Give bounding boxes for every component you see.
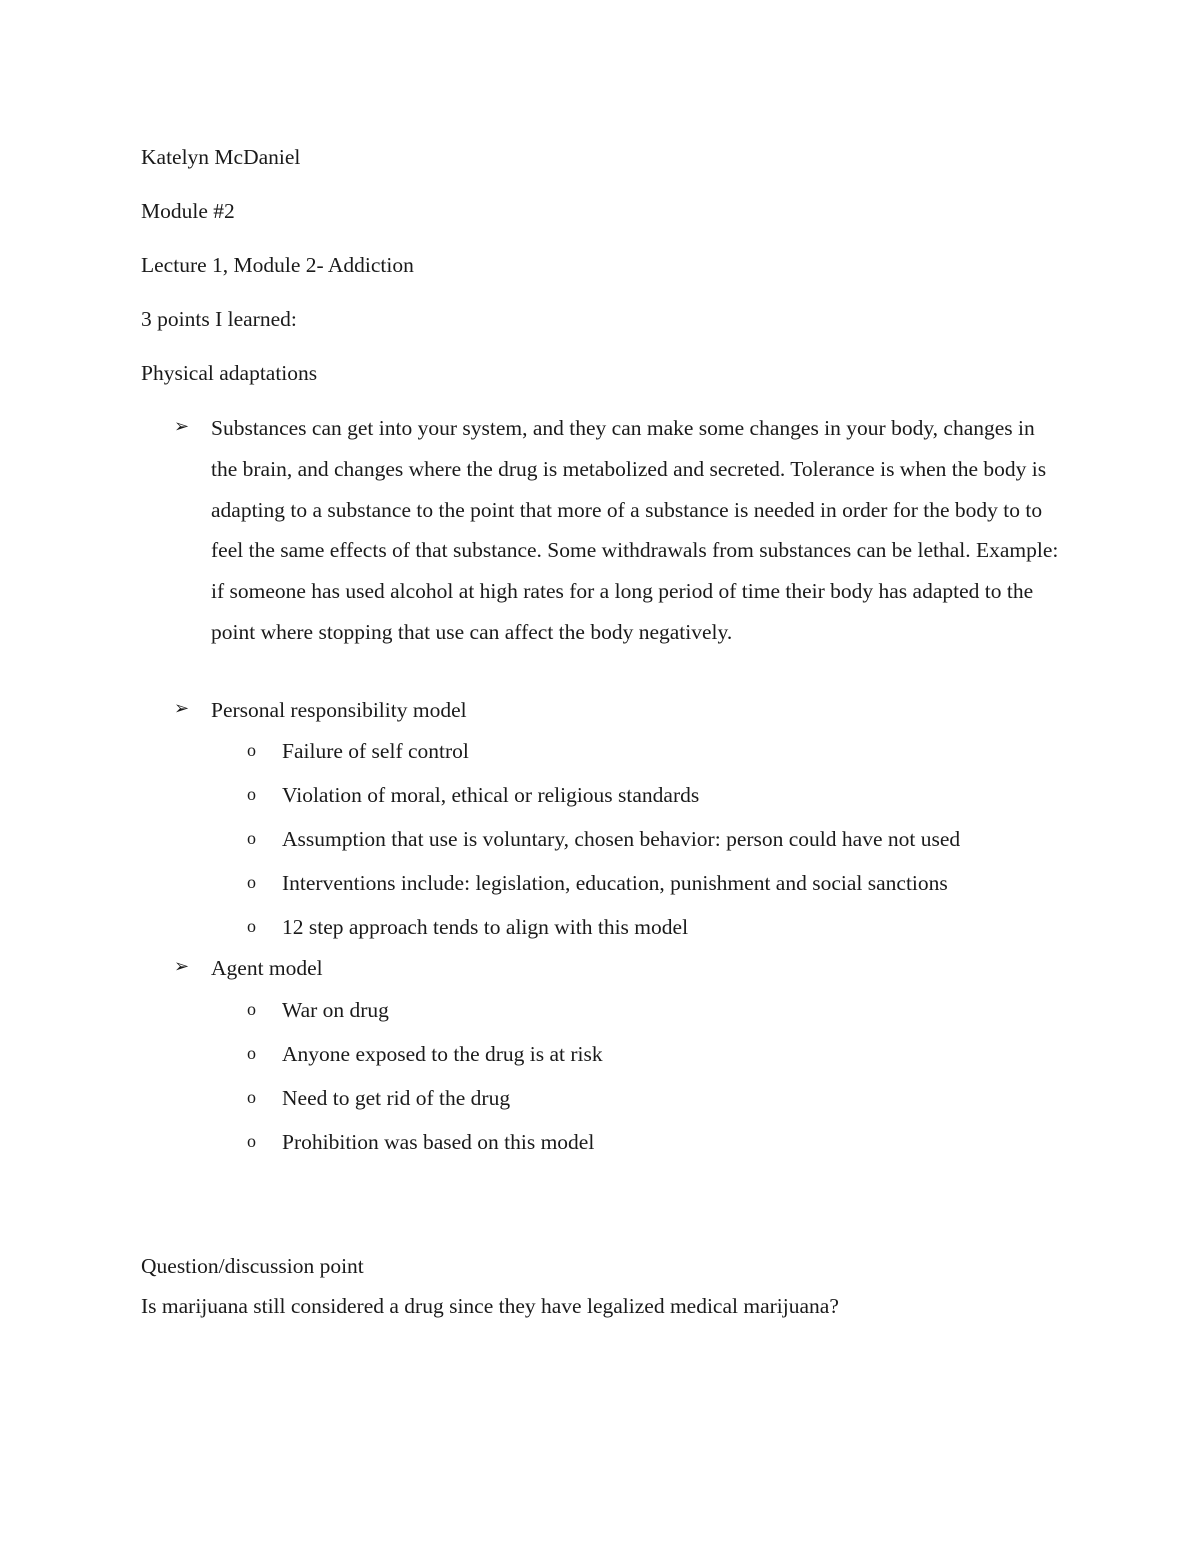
sub-list-item-text: Anyone exposed to the drug is at risk [282,1042,603,1066]
sub-list-item-text: Assumption that use is voluntary, chosen behavior: person could have not used [282,827,961,851]
section-title: Physical adaptations [141,361,318,385]
list-item-text: Agent model [211,956,323,980]
list-item-text: Personal responsibility model [211,698,467,722]
sub-list-item-text: Need to get rid of the drug [282,1086,511,1110]
arrow-bullet-icon: ➢ [174,956,190,977]
lecture-title: Lecture 1, Module 2- Addiction [141,253,414,277]
sub-list-item-text: Violation of moral, ethical or religious standards [282,783,700,807]
question-text: Is marijuana still considered a drug since they have legalized medical marijuana? [141,1294,839,1318]
circle-bullet-icon: o [247,872,256,892]
sub-list-item-text: War on drug [282,998,389,1022]
sub-list-item-text: 12 step approach tends to align with this model [282,915,689,939]
question-heading: Question/discussion point [141,1254,364,1278]
sub-list-item-text: Prohibition was based on this model [282,1130,595,1154]
points-heading: 3 points I learned: [141,307,297,331]
author-name: Katelyn McDaniel [141,145,301,169]
circle-bullet-icon: o [247,784,256,804]
circle-bullet-icon: o [247,1043,256,1063]
circle-bullet-icon: o [247,1131,256,1151]
circle-bullet-icon: o [247,740,256,760]
list-item-text: Substances can get into your system, and they can make some changes in your body, changes in the brain, and changes where the drug is metabolized and secreted. Tolerance is when the body is adapting to a substance to the point that more of a substance is needed in order for the body to to feel the same effects of that substance. Some withdrawals from substances can be lethal. Example: if someone has used alcohol at high rates for a long period of time their body has adapted to the point where stopping that use can affect the body negatively. [211,416,1059,644]
circle-bullet-icon: o [247,999,256,1019]
sub-list-item-text: Interventions include: legislation, education, punishment and social sanctions [282,871,948,895]
arrow-bullet-icon: ➢ [174,416,190,437]
module-label: Module #2 [141,199,235,223]
circle-bullet-icon: o [247,916,256,936]
circle-bullet-icon: o [247,828,256,848]
circle-bullet-icon: o [247,1087,256,1107]
sub-list-item-text: Failure of self control [282,739,469,763]
arrow-bullet-icon: ➢ [174,698,190,719]
